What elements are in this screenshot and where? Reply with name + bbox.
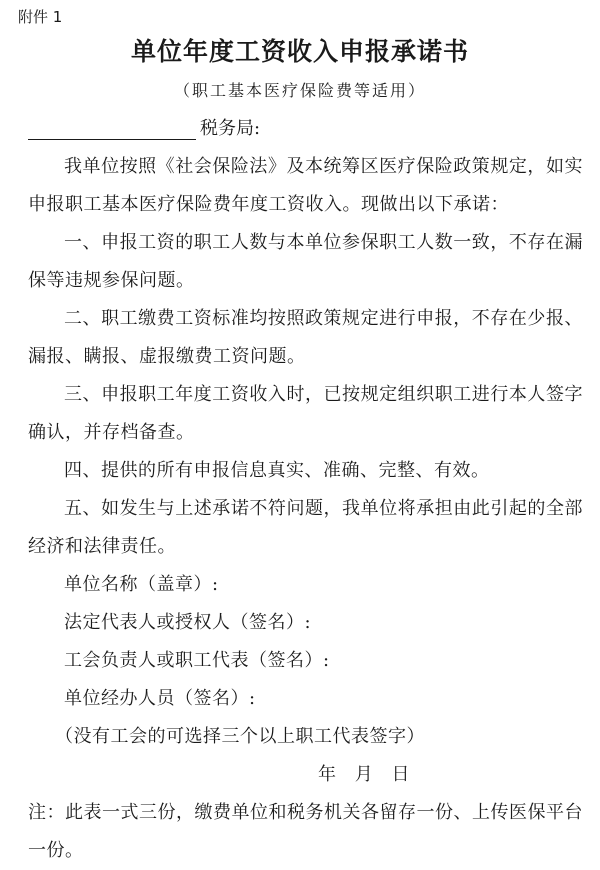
document-body (28, 148, 583, 870)
document-title: 单位年度工资收入申报承诺书 (130, 37, 469, 66)
sign-union-rep: 工会负责人或职工代表（签名）: (64, 650, 330, 671)
paragraph-commitment-3: 三、申报职工年度工资收入时，已按规定组织职工进行本人签字确认，并存档备查。 (28, 384, 583, 443)
attachment-label: 附件 1 (18, 8, 63, 26)
paragraph-commitment-1: 一、申报工资的职工人数与本单位参保职工人数一致，不存在漏保等违规参保问题。 (28, 232, 583, 291)
paragraph-commitment-4: 四、提供的所有申报信息真实、准确、完整、有效。 (64, 460, 490, 481)
paragraph-intro: 我单位按照《社会保险法》及本统筹区医疗保险政策规定，如实申报职工基本医疗保险费年度工资收入。现做出以下承诺： (28, 156, 583, 215)
document-subtitle: （职工基本医疗保险费等适用） (173, 81, 426, 100)
addressee-suffix: 税务局: (200, 118, 261, 139)
addressee-blank (28, 119, 196, 140)
paragraph-commitment-2: 二、职工缴费工资标准均按照政策规定进行申报，不存在少报、漏报、瞒报、虚报缴费工资问题。 (28, 308, 583, 367)
sign-unit-name: 单位名称（盖章）: (64, 574, 219, 595)
sign-handler: 单位经办人员（签名）: (64, 688, 256, 709)
addressee-line (28, 114, 260, 140)
sign-legal-rep: 法定代表人或授权人（签名）: (64, 612, 312, 633)
footnote: 注：此表一式三份，缴费单位和税务机关各留存一份、上传医保平台一份。 (28, 802, 583, 861)
paragraph-commitment-5: 五、如发生与上述承诺不符问题，我单位将承担由此引起的全部经济和法律责任。 (28, 498, 583, 557)
date-line: 年 月 日 (318, 764, 410, 785)
sign-note: （没有工会的可选择三个以上职工代表签字） (55, 726, 425, 747)
